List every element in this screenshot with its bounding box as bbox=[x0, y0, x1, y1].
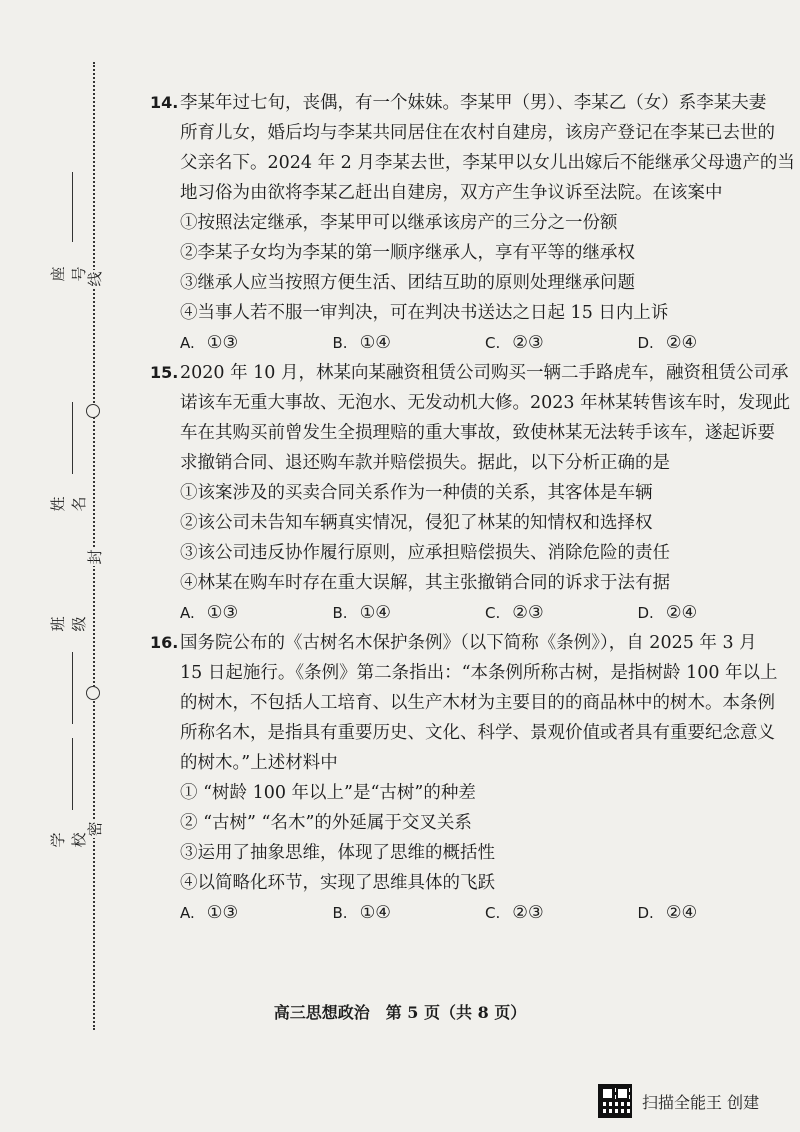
binding-dotted-line bbox=[93, 62, 95, 1030]
option-letter: C. bbox=[485, 904, 501, 922]
option-letter: B. bbox=[332, 334, 348, 352]
option-letter: D. bbox=[637, 334, 654, 352]
answer-options bbox=[150, 898, 790, 928]
question-stem-line bbox=[150, 628, 790, 658]
option-text: ②④ bbox=[665, 603, 698, 623]
question-stem-line bbox=[150, 88, 790, 118]
option-d bbox=[638, 328, 791, 358]
binding-word-mi: 密 bbox=[86, 821, 104, 837]
statement-item: ③继承人应当按照方便生活、团结互助的原则处理继承问题 bbox=[180, 273, 635, 293]
question-15 bbox=[150, 358, 790, 628]
option-letter: A. bbox=[180, 604, 195, 622]
watermark-text: 扫描全能王 创建 bbox=[642, 1092, 760, 1112]
stem-text: 国务院公布的《古树名木保护条例》（以下简称《条例》），自 2025 年 3 月 bbox=[180, 633, 757, 653]
option-text: ②③ bbox=[512, 603, 544, 623]
option-text: ②③ bbox=[512, 903, 544, 923]
binding-circle bbox=[86, 686, 100, 700]
option-c bbox=[485, 598, 638, 628]
stem-text: 李某年过七旬，丧偶，有一个妹妹。李某甲（男）、李某乙（女）系李某夫妻 bbox=[180, 93, 767, 113]
statement-item: ② “古树” “名木”的外延属于交叉关系 bbox=[180, 813, 472, 833]
option-text: ①④ bbox=[359, 903, 391, 923]
question-stem-line: 的树木，不包括人工培育、以生产木材为主要目的的商品林中的树木。本条例 bbox=[180, 693, 775, 713]
option-d bbox=[638, 598, 791, 628]
question-number: 15. bbox=[150, 363, 179, 382]
seat-number-line bbox=[72, 172, 73, 242]
option-letter: C. bbox=[485, 334, 501, 352]
question-number: 16. bbox=[150, 633, 179, 652]
name-line bbox=[72, 402, 73, 474]
statement-item: ① “树龄 100 年以上”是“古树”的种差 bbox=[180, 783, 476, 803]
statement-item: ①按照法定继承，李某甲可以继承该房产的三分之一份额 bbox=[180, 213, 618, 233]
question-14 bbox=[150, 88, 795, 358]
option-text: ①③ bbox=[206, 333, 239, 353]
question-stem-line: 车在其购买前曾发生全损理赔的重大事故，致使林某无法转手该车，遂起诉要 bbox=[180, 423, 775, 443]
statement-item: ③运用了抽象思维，体现了思维的概括性 bbox=[180, 843, 495, 863]
option-text: ②③ bbox=[512, 333, 544, 353]
seat-number-label: 座号 bbox=[49, 264, 88, 282]
page-footer: 高三思想政治 第 5 页（共 8 页） bbox=[273, 1003, 527, 1022]
question-stem-line: 15 日起施行。《条例》第二条指出：“本条例所称古树，是指树龄 100 年以上 bbox=[180, 663, 778, 683]
option-text: ①④ bbox=[359, 333, 391, 353]
question-list bbox=[150, 88, 795, 928]
option-c bbox=[485, 898, 638, 928]
option-a bbox=[180, 598, 333, 628]
school-line bbox=[72, 738, 73, 810]
statement-item: ①该案涉及的买卖合同关系作为一种债的关系，其客体是车辆 bbox=[180, 483, 653, 503]
option-letter: D. bbox=[637, 604, 654, 622]
option-letter: B. bbox=[332, 604, 348, 622]
binding-word-feng: 封 bbox=[86, 549, 104, 565]
question-stem-line: 地习俗为由欲将李某乙赶出自建房，双方产生争议诉至法院。在该案中 bbox=[180, 183, 723, 203]
statement-item: ④林某在购车时存在重大误解，其主张撤销合同的诉求于法有据 bbox=[180, 573, 670, 593]
option-text: ②④ bbox=[665, 333, 698, 353]
name-label: 姓名 bbox=[49, 494, 88, 512]
scanner-watermark bbox=[598, 1084, 759, 1118]
binding-circle bbox=[86, 404, 100, 418]
option-letter: B. bbox=[332, 904, 348, 922]
option-letter: A. bbox=[180, 904, 195, 922]
option-d bbox=[638, 898, 791, 928]
statement-item: ③该公司违反协作履行原则，应承担赔偿损失、消除危险的责任 bbox=[180, 543, 670, 563]
question-stem-line: 父亲名下。2024 年 2 月李某去世，李某甲以女儿出嫁后不能继承父母遗产的当 bbox=[180, 153, 795, 173]
statement-item: ④以简略化环节，实现了思维具体的飞跃 bbox=[180, 873, 495, 893]
question-stem-line: 的树木。”上述材料中 bbox=[180, 753, 338, 773]
option-a bbox=[180, 328, 333, 358]
option-text: ②④ bbox=[665, 903, 698, 923]
question-16 bbox=[150, 628, 790, 928]
option-letter: A. bbox=[180, 334, 195, 352]
option-text: ①④ bbox=[359, 603, 391, 623]
option-text: ①③ bbox=[206, 903, 239, 923]
question-stem-line: 求撤销合同、退还购车款并赔偿损失。据此，以下分析正确的是 bbox=[180, 453, 670, 473]
option-b bbox=[333, 898, 486, 928]
option-text: ①③ bbox=[206, 603, 239, 623]
option-b bbox=[333, 328, 486, 358]
qr-code-icon bbox=[598, 1084, 632, 1118]
class-label: 班级 bbox=[49, 614, 88, 632]
stem-text: 2020 年 10 月，林某向某融资租赁公司购买一辆二手路虎车，融资租赁公司承 bbox=[180, 363, 789, 383]
school-label: 学校 bbox=[49, 830, 88, 848]
question-stem-line: 所育儿女，婚后均与李某共同居住在农村自建房，该房产登记在李某已去世的 bbox=[180, 123, 775, 143]
answer-options bbox=[150, 598, 790, 628]
question-stem-line bbox=[150, 358, 790, 388]
statement-item: ②该公司未告知车辆真实情况，侵犯了林某的知情权和选择权 bbox=[180, 513, 653, 533]
option-letter: C. bbox=[485, 604, 501, 622]
option-a bbox=[180, 898, 333, 928]
statement-item: ④当事人若不服一审判决，可在判决书送达之日起 15 日内上诉 bbox=[180, 303, 669, 323]
question-number: 14. bbox=[150, 93, 179, 112]
binding-word-xian: 线 bbox=[86, 271, 104, 287]
answer-options bbox=[150, 328, 790, 358]
option-c bbox=[485, 328, 638, 358]
question-stem-line: 所称名木，是指具有重要历史、文化、科学、景观价值或者具有重要纪念意义 bbox=[180, 723, 775, 743]
question-stem-line: 诺该车无重大事故、无泡水、无发动机大修。2023 年林某转售该车时，发现此 bbox=[180, 393, 791, 413]
statement-item: ②李某子女均为李某的第一顺序继承人，享有平等的继承权 bbox=[180, 243, 635, 263]
option-letter: D. bbox=[637, 904, 654, 922]
class-line bbox=[72, 652, 73, 724]
option-b bbox=[333, 598, 486, 628]
